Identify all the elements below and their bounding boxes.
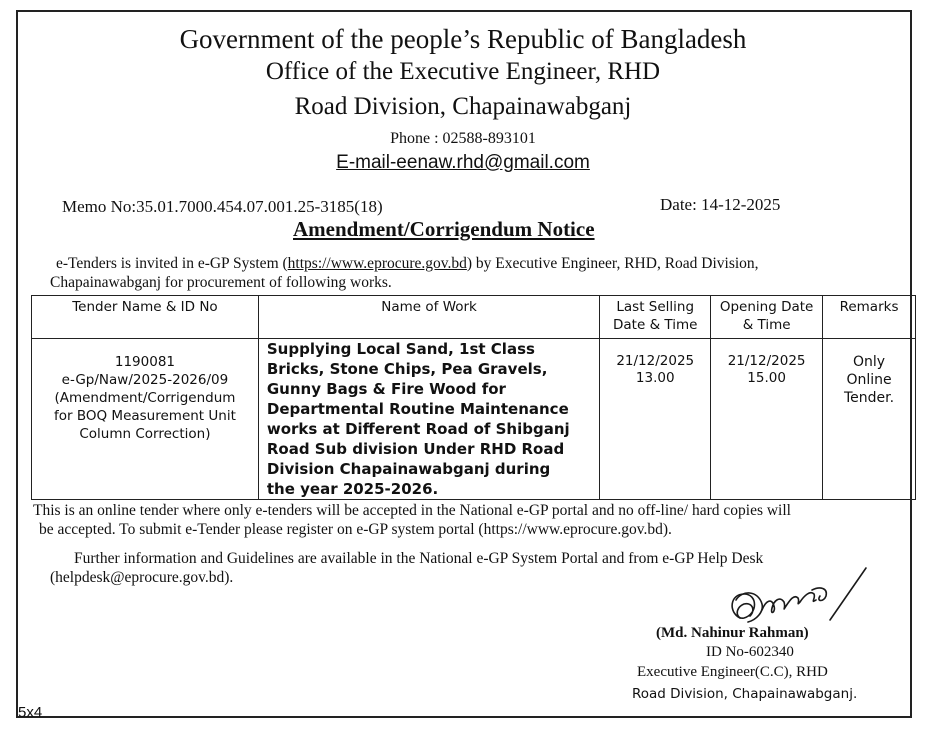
- work-description-cell: [258, 339, 599, 500]
- tender-id-cell: [32, 339, 259, 500]
- work-line: Division Chapainawabganj during: [266, 460, 551, 478]
- signatory-id: ID No-602340: [706, 644, 794, 660]
- eprocure-link[interactable]: https://www.eprocure.gov.bd: [287, 255, 467, 272]
- header-last-selling: Last Selling Date & Time: [600, 296, 711, 339]
- table-row: [32, 339, 916, 500]
- notice-title: Amendment/Corrigendum Notice: [293, 217, 595, 241]
- header-phone: Phone : 02588-893101: [390, 130, 536, 147]
- remarks-cell: [823, 339, 916, 500]
- guidelines-note: [50, 549, 763, 587]
- tender-note-line: for BOQ Measurement Unit: [54, 408, 236, 424]
- remarks-line: Only: [852, 354, 886, 370]
- online-note-line-2: be accepted. To submit e-Tender please register on e-GP system portal (https://www.eprocure.gov.bd).: [39, 521, 672, 538]
- tender-note-line: (Amendment/Corrigendum: [54, 390, 236, 406]
- work-line: works at Different Road of Shibganj: [266, 420, 570, 438]
- opening-date: 21/12/2025: [727, 353, 806, 369]
- tender-note-line: Column Correction): [79, 426, 211, 442]
- header-email: E-mail-eenaw.rhd@gmail.com: [336, 152, 590, 173]
- work-line: Supplying Local Sand, 1st Class: [266, 340, 535, 358]
- online-note-line-1: This is an online tender where only e-tenders will be accepted in the National e-GP portal and no off-line/ hard copies will: [33, 502, 791, 519]
- last-selling-cell: [600, 339, 711, 500]
- opening-time: 15.00: [747, 370, 786, 386]
- memo-number: Memo No:35.01.7000.454.07.001.25-3185(18): [62, 197, 383, 216]
- online-tender-note: [33, 501, 791, 539]
- work-line: Gunny Bags & Fire Wood for: [266, 380, 506, 398]
- selling-date: 21/12/2025: [616, 353, 695, 369]
- work-line: Departmental Routine Maintenance: [266, 400, 569, 418]
- tender-table: [31, 295, 916, 500]
- intro-paragraph: [50, 254, 916, 292]
- header-remarks: Remarks: [823, 296, 916, 339]
- header-office: Office of the Executive Engineer, RHD: [265, 58, 661, 85]
- work-line: Bricks, Stone Chips, Pea Gravels,: [266, 360, 548, 378]
- header-division: Road Division, Chapainawabganj: [294, 93, 632, 120]
- signatory-designation: Executive Engineer(C.C), RHD: [637, 664, 828, 680]
- remarks-line: Online: [846, 372, 892, 388]
- guidelines-line-1: Further information and Guidelines are available in the National e-GP System Portal and from e-GP Help Desk: [74, 550, 764, 567]
- tender-ref: e-Gp/Naw/2025-2026/09: [61, 372, 229, 388]
- tender-id: 1190081: [114, 354, 175, 370]
- intro-line-2: Chapainawabganj for procurement of following works.: [50, 274, 392, 291]
- intro-text-start: e-Tenders is invited in e-GP System (: [56, 255, 288, 272]
- header-government: Government of the people’s Republic of Bangladesh: [179, 24, 747, 54]
- document-code: 5x4: [18, 704, 43, 721]
- signatory-name: (Md. Nahinur Rahman): [656, 625, 809, 641]
- header-opening: Opening Date & Time: [711, 296, 823, 339]
- work-line: Road Sub division Under RHD Road: [266, 440, 565, 458]
- header-name-of-work: Name of Work: [258, 296, 599, 339]
- remarks-line: Tender.: [843, 390, 895, 406]
- guidelines-line-2: (helpdesk@eprocure.gov.bd).: [50, 569, 234, 586]
- table-header-row: [32, 296, 916, 339]
- intro-text-end: ) by Executive Engineer, RHD, Road Division,: [466, 255, 759, 272]
- signatory-office: Road Division, Chapainawabganj.: [632, 686, 858, 702]
- work-line: the year 2025-2026.: [266, 480, 439, 498]
- opening-cell: [711, 339, 823, 500]
- header-tender-name: Tender Name & ID No: [32, 296, 259, 339]
- memo-date: Date: 14-12-2025: [660, 195, 781, 214]
- selling-time: 13.00: [635, 370, 675, 386]
